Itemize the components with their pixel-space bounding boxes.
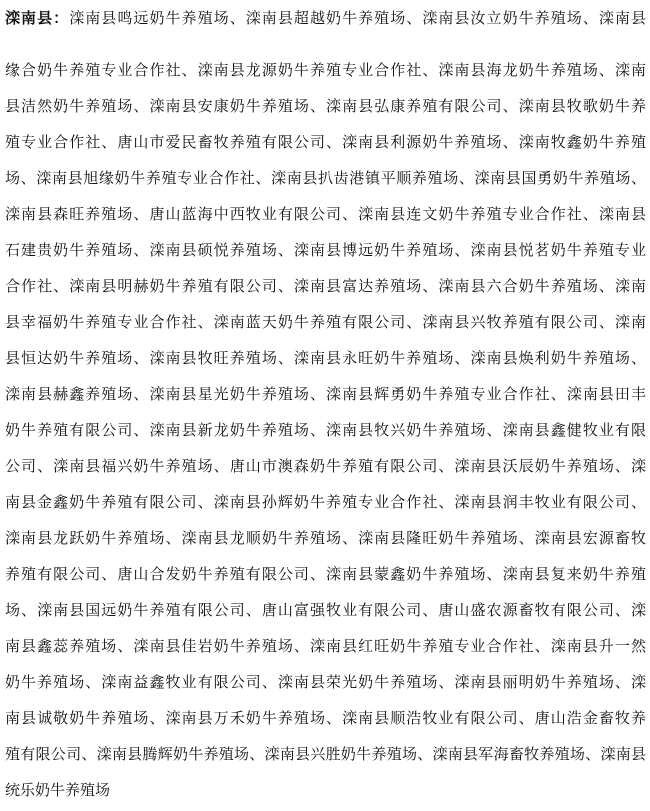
text-line-12: 奶牛养殖有限公司、滦南县新龙奶牛养殖场、滦南县牧兴奶牛养殖场、滦南县鑫健牧业有限 xyxy=(5,421,646,439)
first-line-text: 滦南县鸣远奶牛养殖场、滦南县超越奶牛养殖场、滦南县汝立奶牛养殖场、滦南县 xyxy=(69,9,646,27)
text-line-8: 合作社、滦南县明赫奶牛养殖有限公司、滦南县富达养殖场、滦南县六合奶牛养殖场、滦南 xyxy=(5,277,646,295)
text-line-13: 公司、滦南县福兴奶牛养殖场、唐山市澳森奶牛养殖有限公司、滦南县沃辰奶牛养殖场、滦 xyxy=(5,457,646,475)
text-line-21: 殖有限公司、滦南县腾辉奶牛养殖场、滦南县兴胜奶牛养殖场、滦南县军海畜牧养殖场、滦南县 xyxy=(5,745,646,763)
text-line-17: 场、滦南县国远奶牛养殖有限公司、唐山富强牧业有限公司、唐山盛农源畜牧有限公司、滦 xyxy=(5,601,646,619)
text-line-5: 场、滦南县旭缘奶牛养殖专业合作社、滦南县扒齿港镇平顺养殖场、滦南县国勇奶牛养殖场、 xyxy=(5,169,646,187)
text-line-19: 奶牛养殖场、滦南益鑫牧业有限公司、滦南县荣光奶牛养殖场、滦南县丽明奶牛养殖场、滦 xyxy=(5,673,646,691)
text-line-10: 县恒达奶牛养殖场、滦南县牧旺养殖场、滦南县永旺奶牛养殖场、滦南县焕利奶牛养殖场、 xyxy=(5,349,646,367)
text-line-3: 县洁然奶牛养殖场、滦南县安康奶牛养殖场、滦南县弘康养殖有限公司、滦南县牧歌奶牛养 xyxy=(5,97,646,115)
text-line-22: 统乐奶牛养殖场 xyxy=(5,781,111,799)
text-line-2: 缘合奶牛养殖专业合作社、滦南县龙源奶牛养殖专业合作社、滦南县海龙奶牛养殖场、滦南 xyxy=(5,61,646,79)
text-line-18: 南县鑫蕊养殖场、滦南县佳岩奶牛养殖场、滦南县红旺奶牛养殖专业合作社、滦南县升一然 xyxy=(5,637,646,655)
text-line-7: 石建贵奶牛养殖场、滦南县硕悦养殖场、滦南县博远奶牛养殖场、滦南县悦茗奶牛养殖专业 xyxy=(5,241,646,259)
paragraph-gap xyxy=(5,39,646,55)
text-line-1 xyxy=(5,3,646,39)
text-line-20: 南县诚敬奶牛养殖场、滦南县万禾奶牛养殖场、滦南县顺浩牧业有限公司、唐山浩金畜牧养 xyxy=(5,709,646,727)
text-line-11: 滦南县赫鑫养殖场、滦南县星光奶牛养殖场、滦南县辉勇奶牛养殖专业合作社、滦南县田丰 xyxy=(5,385,646,403)
text-line-9: 县幸福奶牛养殖专业合作社、滦南蓝天奶牛养殖有限公司、滦南县兴牧养殖有限公司、滦南 xyxy=(5,313,646,331)
county-label: 滦南县： xyxy=(5,9,70,27)
text-line-4: 殖专业合作社、唐山市爱民畜牧养殖有限公司、滦南县利源奶牛养殖场、滦南牧鑫奶牛养殖 xyxy=(5,133,646,151)
text-line-16: 养殖有限公司、唐山合发奶牛养殖有限公司、滦南县蒙鑫奶牛养殖场、滦南县复来奶牛养殖 xyxy=(5,565,646,583)
text-line-14: 南县金鑫奶牛养殖有限公司、滦南县孙辉奶牛养殖专业合作社、滦南县润丰牧业有限公司、 xyxy=(5,493,646,511)
text-line-15: 滦南县龙跃奶牛养殖场、滦南县龙顺奶牛养殖场、滦南县隆旺奶牛养殖场、滦南县宏源畜牧 xyxy=(5,529,646,547)
text-line-6: 滦南县森旺养殖场、唐山蓝海中西牧业有限公司、滦南县连文奶牛养殖专业合作社、滦南县 xyxy=(5,205,646,223)
